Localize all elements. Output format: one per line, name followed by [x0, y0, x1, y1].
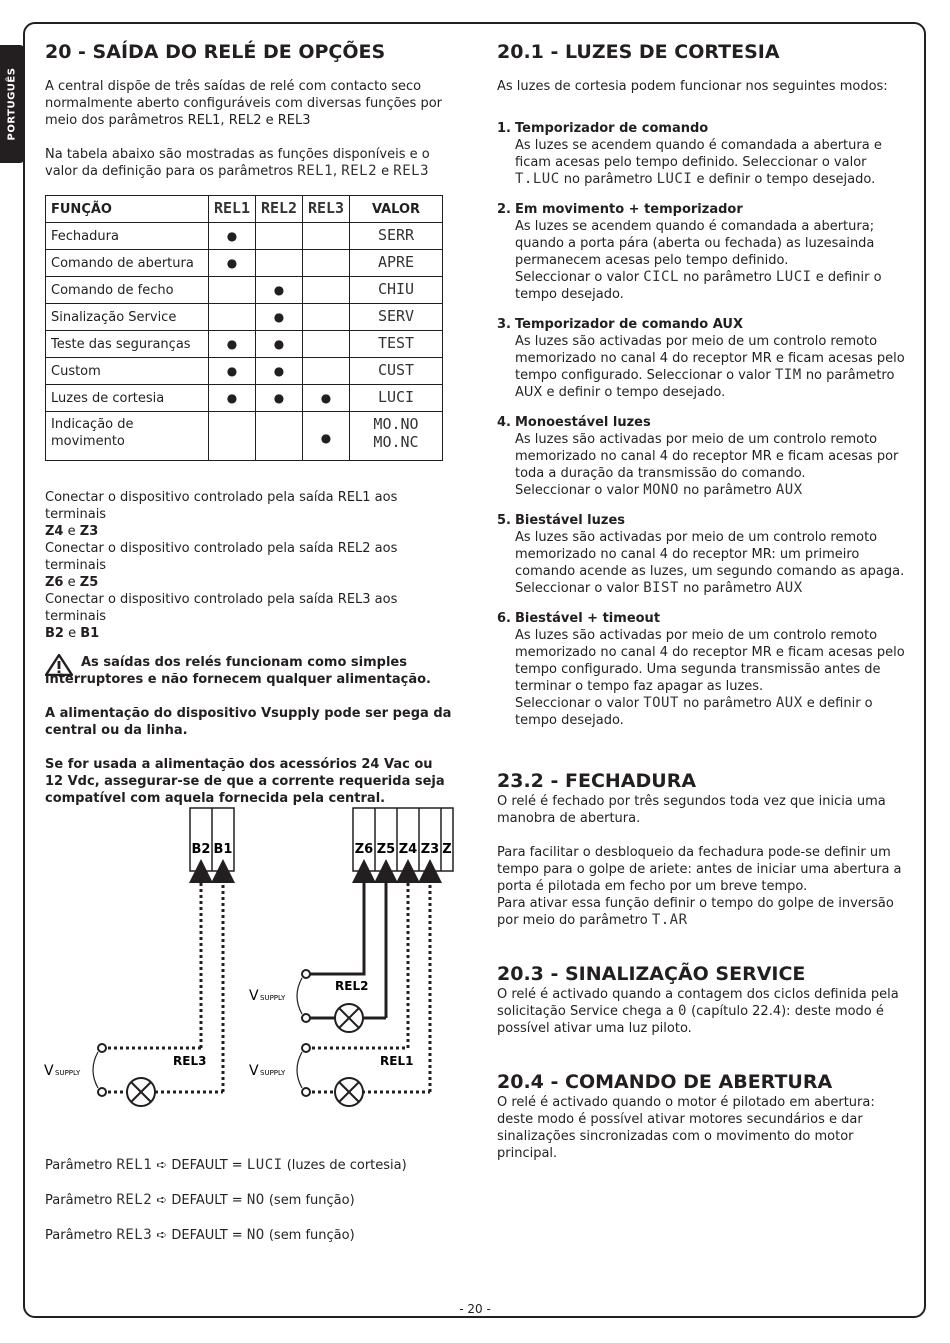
section-23-2-title: 23.2 - FECHADURA: [497, 770, 697, 792]
section-20-title: 20 - SAÍDA DO RELÉ DE OPÇÕES: [45, 41, 386, 63]
terminal-b1-label: B1: [213, 842, 233, 857]
mode-4: 4. Monoestável luzes As luzes são activadas por meio de um controlo remoto memorizado no canal 4 do receptor MR e ficam acesas por toda a duração da transmissão do comando. Seleccionar o valor MONO no parâmetro AUX: [497, 415, 899, 498]
table-cell-rel2: ●: [256, 358, 303, 385]
warning-text: As saídas dos relés funcionam como simples interruptores e não fornecem qualquer alimentação.: [45, 655, 431, 687]
table-row: [46, 358, 443, 385]
terminal-b2-label: B2: [191, 842, 211, 857]
table-row: [46, 304, 443, 331]
param-rel2-default: Parâmetro REL2 ➪ DEFAULT = NO (sem função): [45, 1192, 355, 1208]
section-20-3-title: 20.3 - SINALIZAÇÃO SERVICE: [497, 963, 806, 985]
mode-5: 5. Biestável luzes As luzes são activadas por meio de um controlo remoto memorizado no canal 4 do receptor MR: um primeiro comando acende as luzes, um segundo comando as apaga. Seleccionar o valor BIST no parâmetro AUX: [497, 513, 905, 596]
rel2-circuit: [297, 871, 386, 1032]
table-cell-rel3: [303, 250, 350, 277]
table-cell-function: Fechadura: [46, 223, 209, 250]
arrow-right-icon: ➪: [156, 1228, 168, 1243]
vsupply-rel2-v: V: [249, 988, 259, 1004]
header-rel1: REL1: [209, 196, 256, 223]
mode-3: 3. Temporizador de comando AUX As luzes são activadas por meio de um controlo remoto memorizado no canal 4 do receptor MR e ficam acesas pelo tempo configurado. Seleccionar o valor TIM no parâmetro AUX e definir o tempo desejado.: [497, 317, 905, 400]
table-row: [46, 412, 443, 461]
relay-function-table: [45, 195, 443, 461]
table-cell-value: TEST: [350, 331, 443, 358]
table-cell-rel2: ●: [256, 385, 303, 412]
table-cell-rel3: [303, 223, 350, 250]
section-20-4-title: 20.4 - COMANDO DE ABERTURA: [497, 1071, 833, 1093]
table-cell-value: CHIU: [350, 277, 443, 304]
right-column: [497, 40, 907, 1162]
left-column: [45, 40, 455, 807]
rel3-label: REL3: [173, 1054, 207, 1068]
warning-block: [45, 654, 455, 688]
arrow-right-icon: ➪: [156, 1193, 168, 1208]
courtesy-light-modes: [497, 120, 907, 729]
section-23-2-p2: Para facilitar o desbloqueio da fechadura pode-se definir um tempo para o golpe de ariete: antes de iniciar uma abertura a porta é pilotada em fecho por um breve tempo.: [497, 845, 902, 894]
table-intro-comma: ,: [333, 164, 338, 179]
vsupply-rel1-v: V: [249, 1063, 259, 1079]
language-tab-label: PORTUGUÊS: [6, 67, 18, 141]
section-20-intro: A central dispõe de três saídas de relé com contacto seco normalmente aberto configuráveis com diversas funções por meio dos parâmetros REL1, REL2 e REL3: [45, 79, 443, 128]
arrow-right-icon: ➪: [156, 1158, 168, 1173]
table-intro-param-rel1: REL1: [297, 163, 333, 179]
terminal-block-z: [353, 808, 453, 871]
table-cell-rel1: ●: [209, 331, 256, 358]
table-cell-rel2: [256, 412, 303, 461]
mode-1: 1. Temporizador de comando As luzes se acendem quando é comandada a abertura e ficam acesas pelo tempo definido. Seleccionar o valor T.LUC no parâmetro LUCI e definir o tempo desejado.: [497, 121, 882, 187]
vsupply-rel3-sub: SUPPLY: [55, 1069, 81, 1077]
table-cell-rel3: [303, 358, 350, 385]
table-cell-function: Indicação de movimento: [46, 412, 209, 461]
section-23-2-p3: Para ativar essa função definir o tempo do golpe de inversão por meio do parâmetro T.AR: [497, 896, 894, 928]
connection-instructions: [45, 489, 455, 642]
table-cell-rel3: [303, 277, 350, 304]
table-cell-function: Luzes de cortesia: [46, 385, 209, 412]
accessory-power-note: Se for usada a alimentação dos acessórios 24 Vac ou 12 Vdc, assegurar-se de que a corrente requerida seja compatível com aquela fornecida pela central.: [45, 757, 445, 806]
terminal-z4-label: Z4: [398, 842, 418, 857]
terminal-z6-label: Z6: [354, 842, 374, 857]
table-cell-function: Comando de fecho: [46, 277, 209, 304]
header-rel2: REL2: [256, 196, 303, 223]
terminal-z5-label: Z5: [376, 842, 396, 857]
table-cell-rel1: ●: [209, 385, 256, 412]
header-funcao: FUNÇÃO: [46, 196, 209, 223]
language-tab: [0, 45, 24, 163]
table-cell-rel2: ●: [256, 304, 303, 331]
relay-wiring-diagram: [40, 800, 460, 1120]
vsupply-rel2-sub: SUPPLY: [260, 994, 286, 1002]
section-23-2-p1: O relé é fechado por três segundos toda vez que inicia uma manobra de abertura.: [497, 794, 886, 826]
table-intro-param-rel3: REL3: [393, 163, 429, 179]
connect-rel1: Conectar o dispositivo controlado pela saída REL1 aos terminais Z4 e Z3: [45, 490, 398, 539]
table-cell-function: Sinalização Service: [46, 304, 209, 331]
table-row: [46, 277, 443, 304]
table-cell-value: LUCI: [350, 385, 443, 412]
table-row: [46, 223, 443, 250]
table-cell-rel3: ●: [303, 412, 350, 461]
table-cell-rel2: [256, 223, 303, 250]
table-cell-value: APRE: [350, 250, 443, 277]
connect-rel3: Conectar o dispositivo controlado pela saída REL3 aos terminais B2 e B1: [45, 592, 398, 641]
table-intro-and: e: [381, 164, 390, 179]
table-cell-rel1: [209, 304, 256, 331]
table-cell-rel2: ●: [256, 277, 303, 304]
table-cell-function: Comando de abertura: [46, 250, 209, 277]
table-cell-rel2: [256, 250, 303, 277]
page-number: - 20 -: [459, 1302, 491, 1316]
table-cell-value: MO.NO MO.NC: [350, 412, 443, 461]
table-row: [46, 331, 443, 358]
header-rel3: REL3: [303, 196, 350, 223]
terminal-z3-label: Z3: [420, 842, 440, 857]
table-cell-value: CUST: [350, 358, 443, 385]
vsupply-rel3-v: V: [44, 1063, 54, 1079]
vsupply-rel1-sub: SUPPLY: [260, 1069, 286, 1077]
param-rel3-default: Parâmetro REL3 ➪ DEFAULT = NO (sem função): [45, 1227, 355, 1243]
section-20-1-title: 20.1 - LUZES DE CORTESIA: [497, 41, 780, 63]
table-cell-rel3: [303, 304, 350, 331]
table-cell-function: Custom: [46, 358, 209, 385]
section-20-1-intro: As luzes de cortesia podem funcionar nos seguintes modos:: [497, 79, 888, 94]
table-row: [46, 250, 443, 277]
table-cell-function: Teste das seguranças: [46, 331, 209, 358]
section-20-3-text: O relé é activado quando a contagem dos ciclos definida pela solicitação Service chega a 0 (capítulo 22.4): deste modo é possível ativar uma luz piloto.: [497, 987, 899, 1036]
table-cell-rel3: [303, 331, 350, 358]
table-cell-rel1: ●: [209, 250, 256, 277]
vsupply-note: A alimentação do dispositivo Vsupply pode ser pega da central ou da linha.: [45, 706, 452, 738]
table-cell-rel3: ●: [303, 385, 350, 412]
header-valor: VALOR: [350, 196, 443, 223]
connect-rel2: Conectar o dispositivo controlado pela saída REL2 aos terminais Z6 e Z5: [45, 541, 398, 590]
rel1-label: REL1: [380, 1054, 414, 1068]
table-header-row: [46, 196, 443, 223]
table-intro: [45, 146, 455, 180]
table-intro-text: Na tabela abaixo são mostradas as funções disponíveis e o valor da definição para os parâmetros: [45, 147, 430, 179]
table-cell-value: SERR: [350, 223, 443, 250]
mode-2: 2. Em movimento + temporizador As luzes se acendem quando é comandada a abertura; quando a porta pára (aberta ou fechada) as luzesainda permanecem acesas pelo tempo definido. Seleccionar o valor CICL no parâmetro LUCI e definir o tempo desejado.: [497, 202, 882, 302]
mode-6: 6. Biestável + timeout As luzes são activadas por meio de um controlo remoto memorizado no canal 4 do receptor MR e ficam acesas pelo tempo configurado. Uma segunda transmissão antes de terminar o tempo faz apagar as luzes. Seleccionar o valor TOUT no parâmetro AUX e definir o tempo desejado.: [497, 611, 905, 728]
table-cell-rel1: [209, 412, 256, 461]
table-cell-value: SERV: [350, 304, 443, 331]
terminal-z-label: Z: [442, 842, 452, 857]
param-rel1-default: Parâmetro REL1 ➪ DEFAULT = LUCI (luzes de cortesia): [45, 1157, 407, 1173]
table-cell-rel1: ●: [209, 358, 256, 385]
table-intro-param-rel2: REL2: [341, 163, 377, 179]
table-row: [46, 385, 443, 412]
section-20-4-text: O relé é activado quando o motor é pilotado em abertura: deste modo é possível ativar motores secundários e dar sinalizações sincronizadas com o movimento do motor principal.: [497, 1095, 875, 1161]
table-cell-rel2: ●: [256, 331, 303, 358]
table-cell-rel1: ●: [209, 223, 256, 250]
rel3-circuit: [93, 871, 223, 1106]
table-cell-rel1: [209, 277, 256, 304]
rel2-label: REL2: [335, 979, 369, 993]
